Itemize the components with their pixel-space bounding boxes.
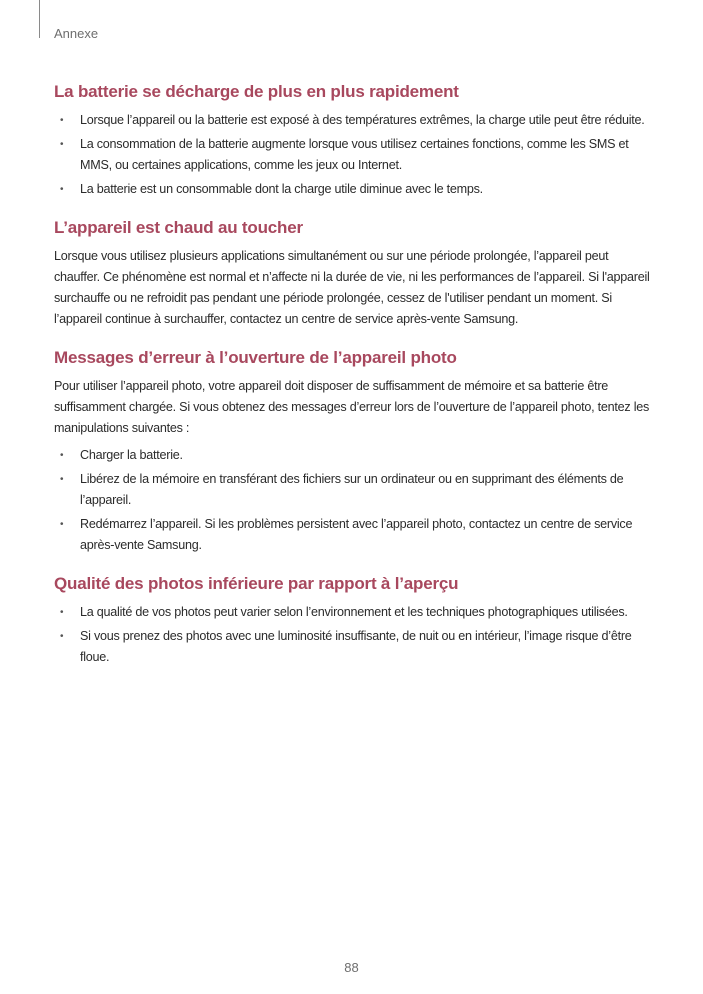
list-item — [54, 445, 654, 466]
section-device-hot — [54, 218, 654, 330]
section-header: Annexe — [54, 26, 99, 41]
bullet-icon: • — [60, 139, 64, 150]
document-body — [54, 82, 654, 686]
list-item — [54, 110, 654, 131]
list-item-text: Lorsque l’appareil ou la batterie est exposé à des températures extrêmes, la charge utile peut être réduite. — [80, 113, 645, 127]
list-item-text: Si vous prenez des photos avec une luminosité insuffisante, de nuit ou en intérieur, l’image risque d’être floue. — [80, 629, 632, 664]
bullet-icon: • — [60, 184, 64, 195]
list-item — [54, 469, 654, 511]
list-item — [54, 602, 654, 623]
list-item-text: Charger la batterie. — [80, 448, 183, 462]
bullet-list — [54, 445, 654, 556]
list-item-text: Redémarrez l’appareil. Si les problèmes persistent avec l’appareil photo, contactez un centre de service après-vente Samsung. — [80, 517, 633, 552]
list-item-text: Libérez de la mémoire en transférant des fichiers sur un ordinateur ou en supprimant des éléments de l’appareil. — [80, 472, 624, 507]
section-title: L’appareil est chaud au toucher — [54, 218, 303, 237]
bullet-icon: • — [60, 631, 64, 642]
bullet-icon: • — [60, 450, 64, 461]
list-item — [54, 179, 654, 200]
section-paragraph: Lorsque vous utilisez plusieurs applications simultanément ou sur une période prolongée, l’appareil peut chauffer. Ce phénomène est normal et n’affecte ni la durée de vie, ni les performances de l’appareil. Si l'appareil surchauffe ou ne refroidit pas pendant une période prolongée, cessez de l'utiliser pendant un moment. Si l’appareil continue à surchauffer, contactez un centre de service après-vente Samsung. — [54, 249, 650, 326]
list-item-text: La consommation de la batterie augmente lorsque vous utilisez certaines fonctions, comme les SMS et MMS, ou certaines applications, comme les jeux ou Internet. — [80, 137, 629, 172]
list-item — [54, 134, 654, 176]
bullet-list — [54, 602, 654, 668]
header-rule — [39, 0, 40, 38]
section-title: Messages d’erreur à l’ouverture de l’appareil photo — [54, 348, 457, 367]
list-item — [54, 626, 654, 668]
bullet-list — [54, 110, 654, 200]
bullet-icon: • — [60, 607, 64, 618]
list-item — [54, 514, 654, 556]
section-title: Qualité des photos inférieure par rapport à l’aperçu — [54, 574, 459, 593]
section-camera-errors — [54, 348, 654, 556]
bullet-icon: • — [60, 115, 64, 126]
list-item-text: La batterie est un consommable dont la charge utile diminue avec le temps. — [80, 182, 483, 196]
section-title: La batterie se décharge de plus en plus rapidement — [54, 82, 459, 101]
list-item-text: La qualité de vos photos peut varier selon l’environnement et les techniques photographiques utilisées. — [80, 605, 628, 619]
bullet-icon: • — [60, 474, 64, 485]
bullet-icon: • — [60, 519, 64, 530]
section-paragraph: Pour utiliser l’appareil photo, votre appareil doit disposer de suffisamment de mémoire et sa batterie être suffisamment chargée. Si vous obtenez des messages d’erreur lors de l’ouverture de l’appareil photo, tentez les manipulations suivantes : — [54, 379, 650, 435]
section-battery — [54, 82, 654, 200]
page-number: 88 — [344, 960, 359, 975]
section-photo-quality — [54, 574, 654, 668]
